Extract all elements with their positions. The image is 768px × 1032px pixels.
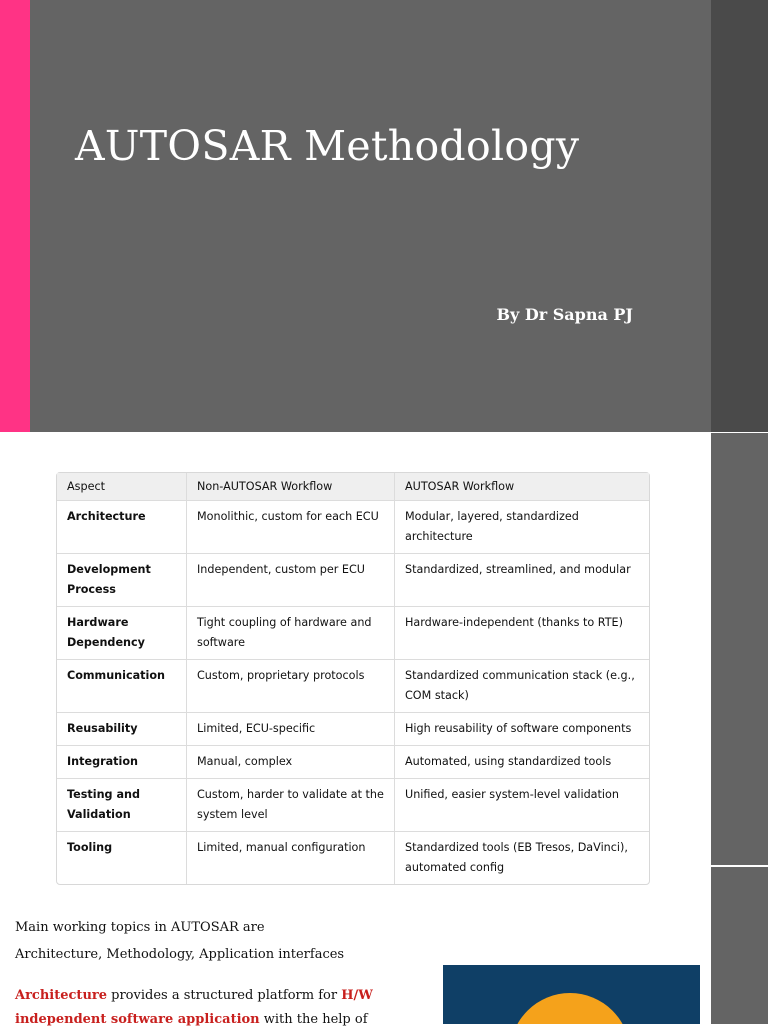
non-autosar-cell: Monolithic, custom for each ECU xyxy=(187,501,395,554)
non-autosar-cell: Custom, proprietary protocols xyxy=(187,660,395,713)
non-autosar-cell: Tight coupling of hardware and software xyxy=(187,607,395,660)
table-row xyxy=(57,554,649,607)
autosar-cell: Modular, layered, standardized architecture xyxy=(395,501,649,554)
architecture-paragraph xyxy=(15,984,425,1032)
table-row xyxy=(57,832,649,884)
non-autosar-cell: Manual, complex xyxy=(187,746,395,779)
paragraph-text: with the help of xyxy=(259,1012,368,1027)
aspect-cell: Tooling xyxy=(57,832,187,884)
side-strip xyxy=(711,433,768,865)
non-autosar-cell: Independent, custom per ECU xyxy=(187,554,395,607)
column-header: Aspect xyxy=(57,473,187,501)
slide-title: AUTOSAR Methodology xyxy=(75,122,580,170)
intro-line: Architecture, Methodology, Application interfaces xyxy=(15,947,345,962)
autosar-cell: Standardized, streamlined, and modular xyxy=(395,554,649,607)
table-header-row xyxy=(57,473,649,501)
table-row xyxy=(57,660,649,713)
table-row xyxy=(57,779,649,832)
autosar-cell: Unified, easier system-level validation xyxy=(395,779,649,832)
column-header: AUTOSAR Workflow xyxy=(395,473,649,501)
non-autosar-cell: Custom, harder to validate at the system level xyxy=(187,779,395,832)
intro-line: Main working topics in AUTOSAR are xyxy=(15,920,265,935)
aspect-cell: Testing and Validation xyxy=(57,779,187,832)
paragraph-text: provides a structured platform for xyxy=(107,988,342,1003)
aspect-cell: Development Process xyxy=(57,554,187,607)
autosar-cell: Standardized communication stack (e.g., COM stack) xyxy=(395,660,649,713)
non-autosar-cell: Limited, ECU-specific xyxy=(187,713,395,746)
autosar-cell: Automated, using standardized tools xyxy=(395,746,649,779)
aspect-cell: Architecture xyxy=(57,501,187,554)
table-row xyxy=(57,501,649,554)
autosar-cell: Standardized tools (EB Tresos, DaVinci), automated config xyxy=(405,841,628,874)
table-row xyxy=(57,746,649,779)
highlight-text: H/W independent software application xyxy=(15,988,373,1027)
aspect-cell: Communication xyxy=(57,660,187,713)
architecture-term: Architecture xyxy=(15,988,108,1003)
side-panel xyxy=(711,0,768,432)
table-row xyxy=(57,607,649,660)
autosar-cell: Hardware-independent (thanks to RTE) xyxy=(395,607,649,660)
author-byline: By Dr Sapna PJ xyxy=(496,305,633,324)
autosar-cell: High reusability of software components xyxy=(395,713,649,746)
comparison-table xyxy=(56,472,650,885)
table-row xyxy=(57,713,649,746)
column-header: Non-AUTOSAR Workflow xyxy=(187,473,395,501)
non-autosar-cell: Limited, manual configuration xyxy=(187,832,395,884)
accent-bar xyxy=(0,0,30,432)
illustration-image xyxy=(443,965,700,1024)
aspect-cell: Integration xyxy=(57,746,187,779)
side-strip xyxy=(711,867,768,1024)
title-slide xyxy=(0,0,768,432)
aspect-cell: Hardware Dependency xyxy=(57,607,187,660)
aspect-cell: Reusability xyxy=(57,713,187,746)
intro-text xyxy=(15,914,435,968)
sun-circle-shape xyxy=(510,993,630,1024)
